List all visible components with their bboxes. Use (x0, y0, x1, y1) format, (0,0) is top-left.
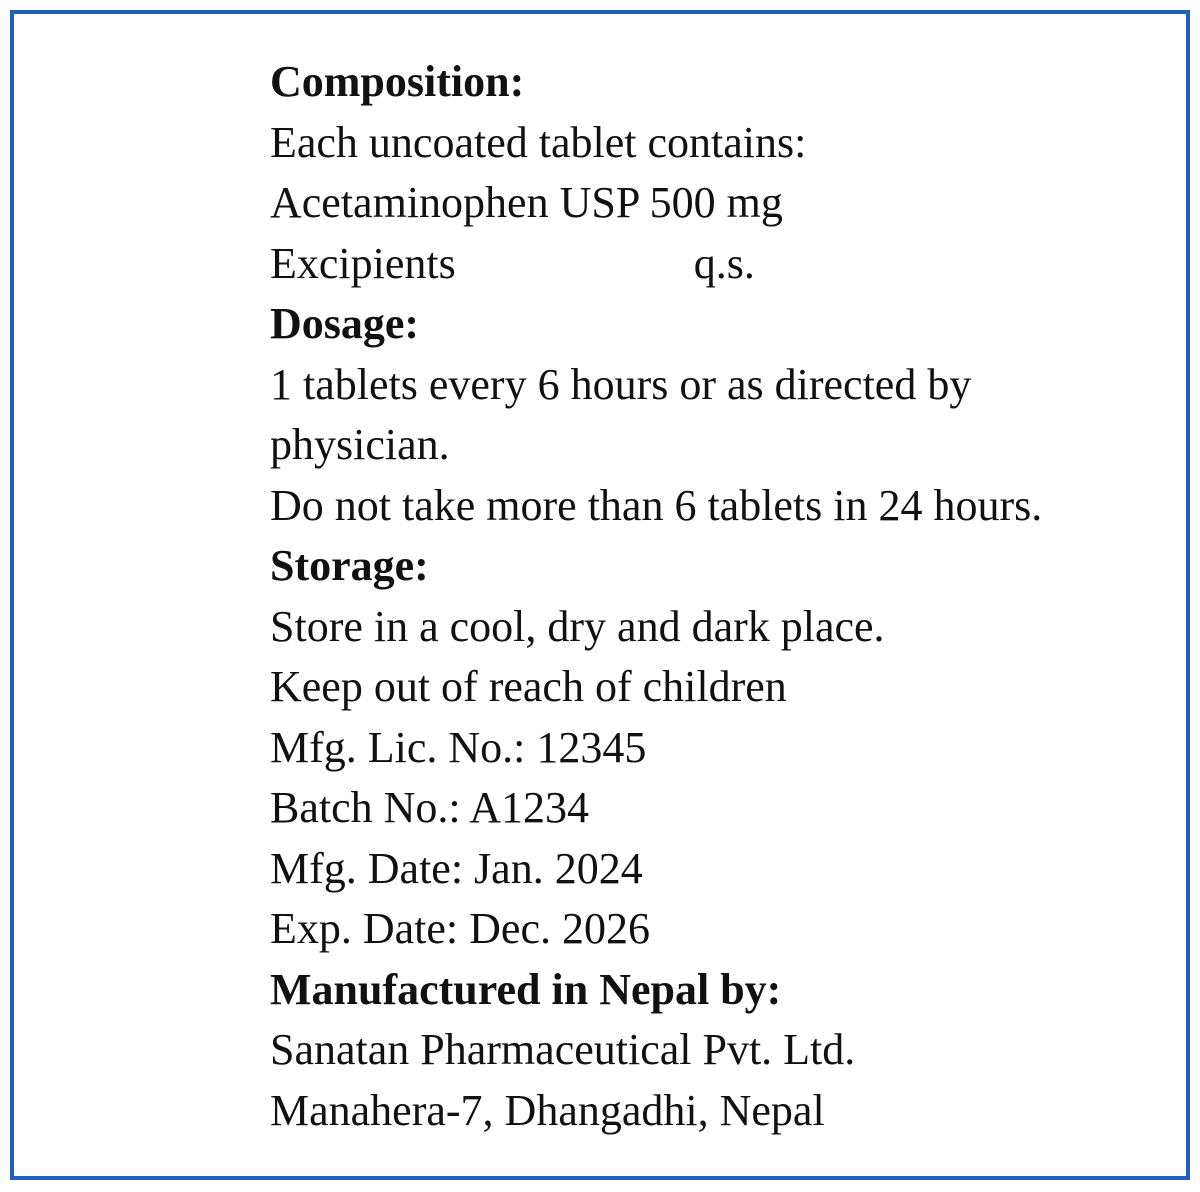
label-frame (10, 10, 1190, 1180)
manufacturer-heading: Manufactured in Nepal by: (270, 964, 782, 1014)
label-content (270, 52, 1170, 1141)
mfg-date: Mfg. Date: Jan. 2024 (270, 843, 643, 893)
excipients-label: Excipients (270, 238, 456, 288)
composition-intro: Each uncoated tablet contains: (270, 117, 807, 167)
exp-date: Exp. Date: Dec. 2026 (270, 904, 650, 953)
dosage-line-2: physician. (270, 420, 450, 469)
batch-number: Batch No.: A1234 (270, 783, 589, 832)
storage-line-1: Store in a cool, dry and dark place. (270, 601, 885, 651)
manufacturer-address: Manahera-7, Dhangadhi, Nepal (270, 1085, 825, 1135)
composition-excipients-row (270, 234, 1170, 295)
mfg-license-number: Mfg. Lic. No.: 12345 (270, 722, 647, 772)
composition-active-ingredient: Acetaminophen USP 500 mg (270, 178, 783, 227)
dosage-heading: Dosage: (270, 299, 420, 348)
excipients-value: q.s. (693, 238, 755, 288)
manufacturer-name: Sanatan Pharmaceutical Pvt. Ltd. (270, 1025, 856, 1074)
storage-line-2: Keep out of reach of children (270, 662, 787, 711)
dosage-line-3: Do not take more than 6 tablets in 24 hours. (270, 480, 1043, 530)
composition-heading: Composition: (270, 57, 525, 106)
dosage-line-1: 1 tablets every 6 hours or as directed by (270, 359, 972, 409)
storage-heading: Storage: (270, 541, 429, 590)
